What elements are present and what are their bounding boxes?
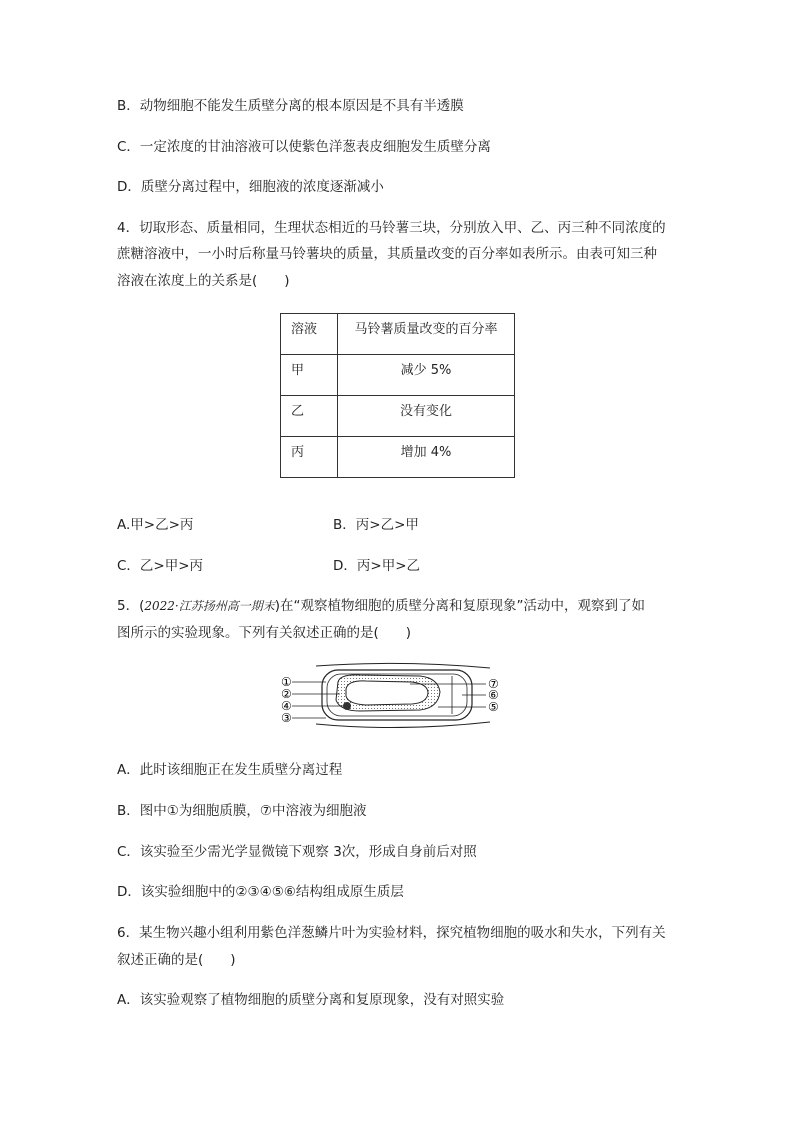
option-a-q5: A．此时该细胞正在发生质壁分离过程 (117, 762, 343, 778)
table-cell: 丙 (281, 437, 338, 478)
table-cell: 减少 5% (338, 355, 515, 396)
figure-label: ⑥ (488, 688, 499, 702)
table-header-cell: 溶液 (281, 314, 338, 355)
option-c-q4: C．乙>甲>丙 (117, 558, 204, 574)
neighbor-cell-wall-bottom (316, 722, 490, 728)
figure-label: ⑤ (488, 700, 499, 714)
question-4-stem-1: 4．切取形态、质量相同，生理状态相近的马铃薯三块，分别放入甲、乙、丙三种不同浓度的 (117, 220, 666, 236)
option-b-q3: B．动物细胞不能发生质壁分离的根本原因是不具有半透膜 (117, 98, 464, 114)
figure-label: ⑦ (488, 677, 499, 691)
question-5-number: 5．( (117, 598, 145, 614)
figure-label: ① (281, 675, 292, 689)
neighbor-cell-wall-top (316, 663, 490, 668)
nucleus (343, 702, 351, 710)
table-header-cell: 马铃薯质量改变的百分率 (338, 314, 515, 355)
question-5-text: )在“观察植物细胞的质壁分离和复原现象”活动中，观察到了如 (274, 598, 645, 614)
plant-cell-figure (280, 662, 520, 728)
question-6-stem-1: 6．某生物兴趣小组利用紫色洋葱鳞片叶为实验材料，探究植物细胞的吸水和失水，下列有关 (117, 925, 666, 941)
option-d-q4: D．丙>甲>乙 (333, 558, 421, 574)
figure-label: ③ (281, 711, 292, 725)
question-6-stem-2: 叙述正确的是( ) (117, 952, 236, 968)
option-a-q6: A．该实验观察了植物细胞的质壁分离和复原现象，没有对照实验 (117, 992, 505, 1008)
option-d-q5: D．该实验细胞中的②③④⑤⑥结构组成原生质层 (117, 884, 404, 900)
table-cell: 甲 (281, 355, 338, 396)
table-row (281, 355, 515, 396)
figure-label: ② (281, 687, 292, 701)
option-b-q5: B．图中①为细胞质膜，⑦中溶液为细胞液 (117, 803, 367, 819)
table-header-row (281, 314, 515, 355)
vacuole (346, 681, 428, 705)
potato-mass-table (280, 313, 515, 478)
figure-label: ④ (281, 699, 292, 713)
option-c-q3: C．一定浓度的甘油溶液可以使紫色洋葱表皮细胞发生质壁分离 (117, 139, 491, 155)
question-5-source: 2022·江苏扬州高一期末 (144, 599, 275, 613)
table-row (281, 437, 515, 478)
table-cell: 乙 (281, 396, 338, 437)
option-c-q5: C．该实验至少需光学显微镜下观察 3次，形成自身前后对照 (117, 844, 477, 860)
option-d-q3: D．质壁分离过程中，细胞液的浓度逐渐减小 (117, 179, 384, 195)
question-5-stem-2: 图所示的实验现象。下列有关叙述正确的是( ) (117, 625, 412, 641)
question-5-stem-1 (117, 596, 645, 616)
table-cell: 没有变化 (338, 396, 515, 437)
option-a-q4: A.甲>乙>丙 (117, 517, 194, 533)
option-b-q4: B．丙>乙>甲 (333, 517, 419, 533)
table-row (281, 396, 515, 437)
question-4-stem-3: 溶液在浓度上的关系是( ) (117, 273, 290, 289)
table-cell: 增加 4% (338, 437, 515, 478)
question-4-stem-2: 蔗糖溶液中，一小时后称量马铃薯块的质量，其质量改变的百分率如表所示。由表可知三种 (117, 246, 657, 262)
